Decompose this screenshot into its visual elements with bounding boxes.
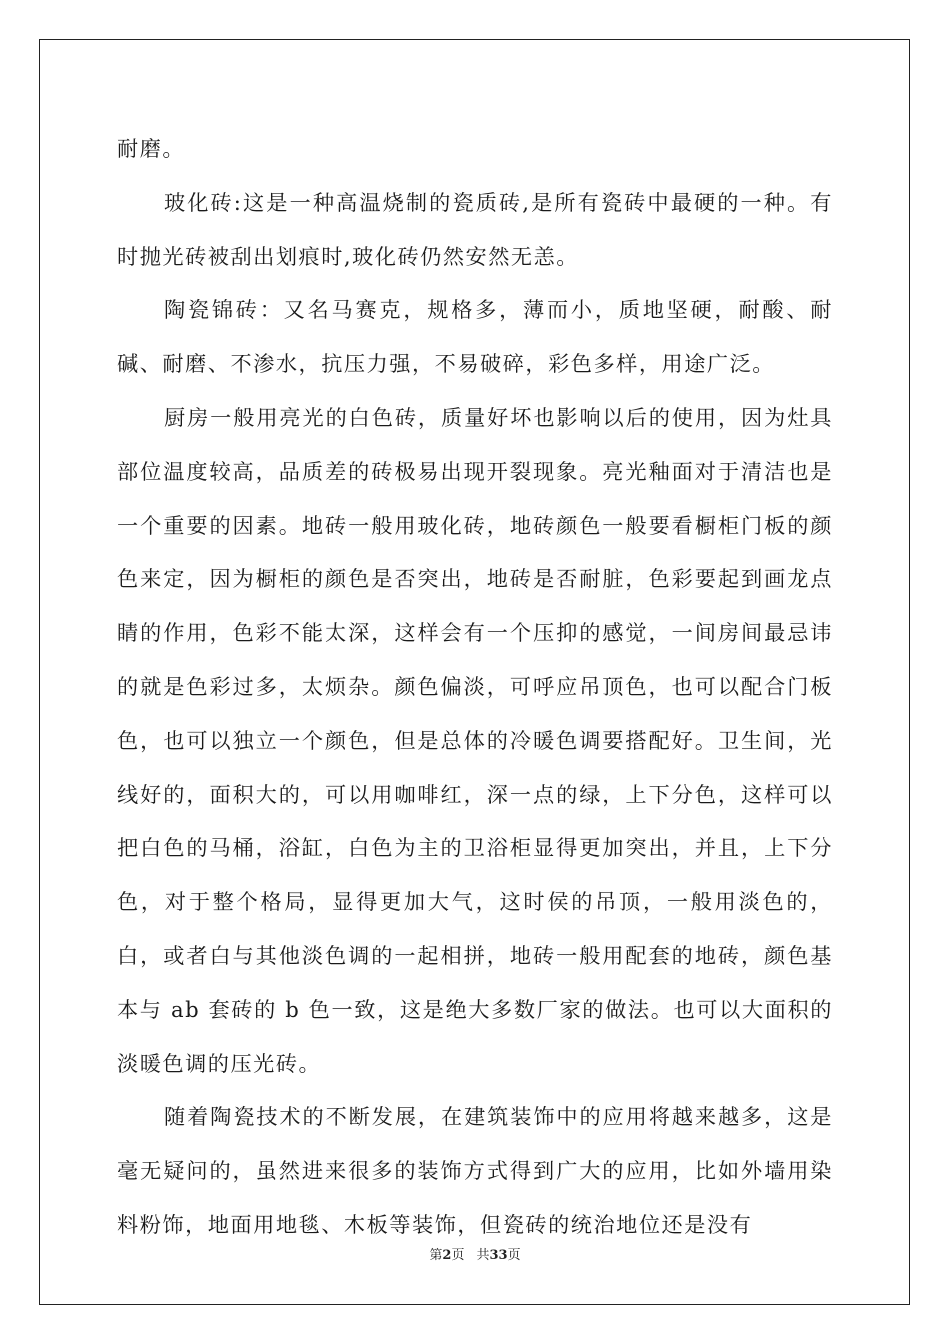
page-number: 2 xyxy=(442,1248,452,1263)
document-body xyxy=(117,122,833,1252)
page-footer xyxy=(0,1246,950,1266)
total-suffix: 页 xyxy=(507,1248,521,1263)
paragraph-1: 耐磨。 xyxy=(117,136,186,161)
total-prefix: 共 xyxy=(476,1248,490,1263)
paragraph-3: 陶瓷锦砖：又名马赛克，规格多，薄而小，质地坚硬，耐酸、耐碱、耐磨、不渗水，抗压力强，不易破碎，彩色多样，用途广泛。 xyxy=(117,297,833,377)
paragraph-5: 随着陶瓷技术的不断发展，在建筑装饰中的应用将越来越多，这是毫无疑问的，虽然进来很多的装饰方式得到广大的应用，比如外墙用染料粉饰，地面用地毯、木板等装饰，但瓷砖的统治地位还是没有 xyxy=(117,1104,833,1237)
paragraph-2: 玻化砖:这是一种高温烧制的瓷质砖,是所有瓷砖中最硬的一种。有时抛光砖被刮出划痕时,玻化砖仍然安然无恙。 xyxy=(117,189,833,269)
total-pages: 33 xyxy=(489,1248,508,1263)
page-prefix: 第 xyxy=(429,1248,443,1263)
page-suffix: 页 xyxy=(451,1248,465,1263)
paragraph-4: 厨房一般用亮光的白色砖，质量好坏也影响以后的使用，因为灶具部位温度较高，品质差的砖极易出现开裂现象。亮光釉面对于清洁也是一个重要的因素。地砖一般用玻化砖，地砖颜色一般要看橱柜门板的颜色来定，因为橱柜的颜色是否突出，地砖是否耐脏，色彩要起到画龙点睛的作用，色彩不能太深，这样会有一个压抑的感觉，一间房间最忌讳的就是色彩过多，太烦杂。颜色偏淡，可呼应吊顶色，也可以配合门板色，也可以独立一个颜色，但是总体的冷暖色调要搭配好。卫生间，光线好的，面积大的，可以用咖啡红，深一点的绿，上下分色，这样可以把白色的马桶，浴缸，白色为主的卫浴柜显得更加突出，并且，上下分色，对于整个格局，显得更加大气，这时侯的吊顶，一般用淡色的，白，或者白与其他淡色调的一起相拼，地砖一般用配套的地砖，颜色基本与 ab 套砖的 b 色一致，这是绝大多数厂家的做法。也可以大面积的淡暖色调的压光砖。 xyxy=(117,404,833,1076)
